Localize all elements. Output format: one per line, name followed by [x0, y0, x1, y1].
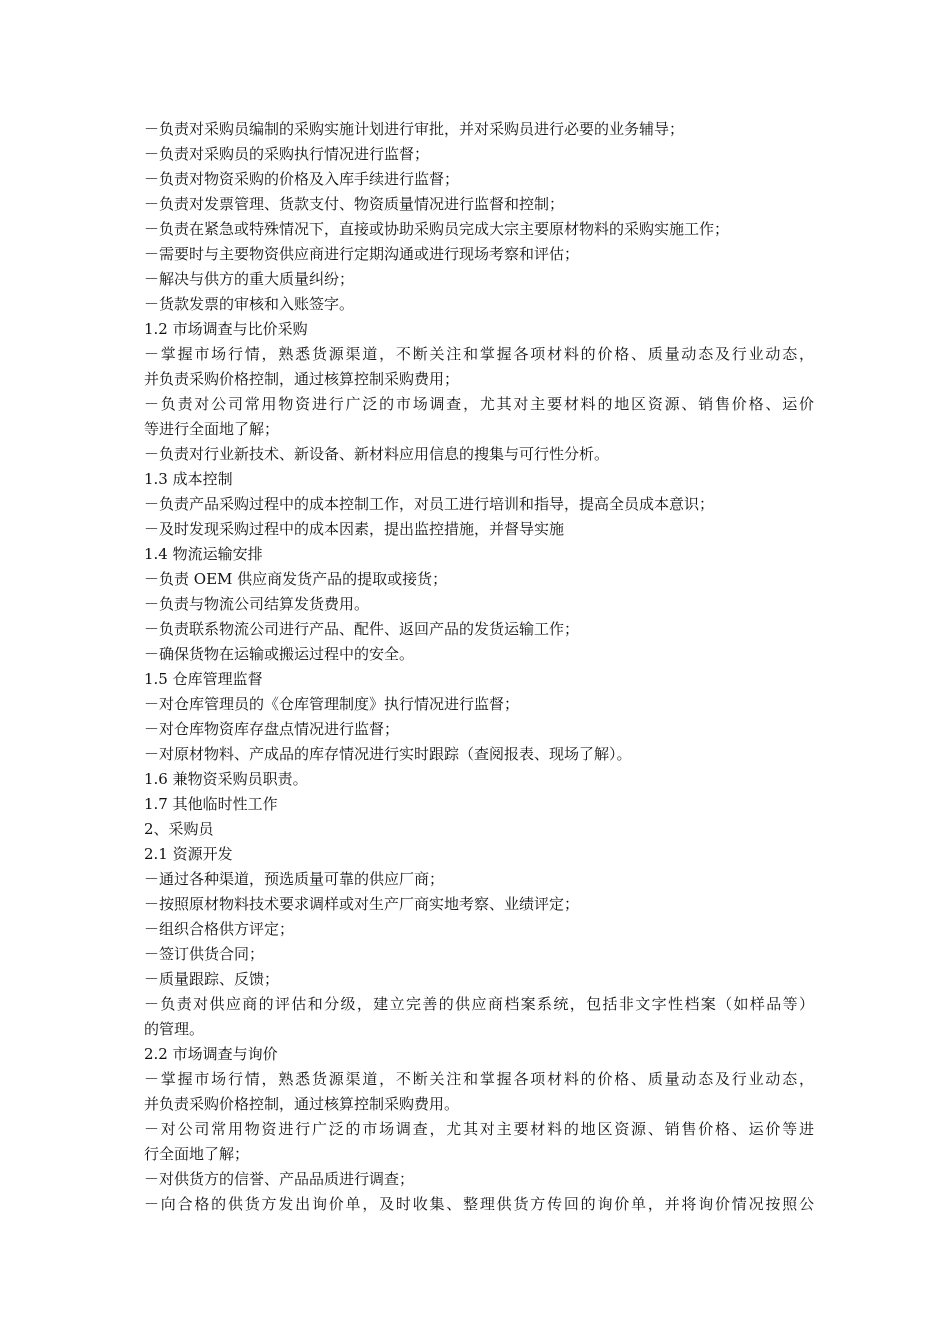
text-line: 行全面地了解； — [144, 1145, 250, 1163]
text-line: －对供货方的信誉、产品品质进行调查； — [144, 1170, 415, 1188]
section-heading: 1.3 成本控制 — [144, 470, 233, 488]
text-line: －及时发现采购过程中的成本因素，提出监控措施，并督导实施 — [144, 520, 565, 538]
text-line: －签订供货合同； — [144, 945, 265, 963]
text-line: －对仓库物资库存盘点情况进行监督； — [144, 720, 400, 738]
text-line: －对仓库管理员的《仓库管理制度》执行情况进行监督； — [144, 695, 520, 713]
text-line: －质量跟踪、反馈； — [144, 970, 280, 988]
text-line: 并负责采购价格控制，通过核算控制采购费用。 — [144, 1095, 460, 1113]
text-line: －按照原材物料技术要求调样或对生产厂商实地考察、业绩评定； — [144, 895, 580, 913]
text-line: －负责对采购员的采购执行情况进行监督； — [144, 145, 430, 163]
document-body — [144, 117, 814, 1217]
section-heading: 2.2 市场调查与询价 — [144, 1045, 278, 1063]
text-line: －组织合格供方评定； — [144, 920, 295, 938]
text-line: －负责对行业新技术、新设备、新材料应用信息的搜集与可行性分析。 — [144, 445, 610, 463]
section-heading: 1.2 市场调查与比价采购 — [144, 320, 308, 338]
text-line: －通过各种渠道，预选质量可靠的供应厂商； — [144, 870, 445, 888]
text-line: －需要时与主要物资供应商进行定期沟通或进行现场考察和评估； — [144, 245, 580, 263]
text-line: －负责对采购员编制的采购实施计划进行审批，并对采购员进行必要的业务辅导； — [144, 120, 685, 138]
text-line: －确保货物在运输或搬运过程中的安全。 — [144, 645, 415, 663]
text-line: 等进行全面地了解； — [144, 420, 280, 438]
chapter-heading: 2、采购员 — [144, 820, 214, 838]
section-heading: 2.1 资源开发 — [144, 845, 233, 863]
text-line: －掌握市场行情，熟悉货源渠道，不断关注和掌握各项材料的价格、质量动态及行业动态， — [144, 345, 814, 363]
text-line: －对原材物料、产成品的库存情况进行实时跟踪（查阅报表、现场了解）。 — [144, 745, 632, 763]
text-line: 的管理。 — [144, 1020, 205, 1038]
text-line: －对公司常用物资进行广泛的市场调查，尤其对主要材料的地区资源、销售价格、运价等进 — [144, 1120, 814, 1138]
section-heading: 1.6 兼物资采购员职责。 — [144, 770, 308, 788]
section-heading: 1.4 物流运输安排 — [144, 545, 263, 563]
text-line: －负责联系物流公司进行产品、配件、返回产品的发货运输工作； — [144, 620, 580, 638]
text-line: －向合格的供货方发出询价单，及时收集、整理供货方传回的询价单，并将询价情况按照公 — [144, 1195, 814, 1213]
text-line: －负责与物流公司结算发货费用。 — [144, 595, 370, 613]
section-heading: 1.7 其他临时性工作 — [144, 795, 278, 813]
text-line: －负责对供应商的评估和分级，建立完善的供应商档案系统，包括非文字性档案（如样品等） — [144, 995, 814, 1013]
section-heading: 1.5 仓库管理监督 — [144, 670, 263, 688]
text-line: －负责对公司常用物资进行广泛的市场调查，尤其对主要材料的地区资源、销售价格、运价 — [144, 395, 814, 413]
text-line: －负责产品采购过程中的成本控制工作，对员工进行培训和指导，提高全员成本意识； — [144, 495, 715, 513]
text-line: －负责对物资采购的价格及入库手续进行监督； — [144, 170, 460, 188]
text-line: －货款发票的审核和入账签字。 — [144, 295, 355, 313]
text-line: 并负责采购价格控制，通过核算控制采购费用； — [144, 370, 460, 388]
text-line: －负责对发票管理、货款支付、物资质量情况进行监督和控制； — [144, 195, 565, 213]
text-line: －负责在紧急或特殊情况下，直接或协助采购员完成大宗主要原材物料的采购实施工作； — [144, 220, 730, 238]
text-line: －解决与供方的重大质量纠纷； — [144, 270, 355, 288]
text-line: －掌握市场行情，熟悉货源渠道，不断关注和掌握各项材料的价格、质量动态及行业动态， — [144, 1070, 814, 1088]
text-line: －负责 OEM 供应商发货产品的提取或接货； — [144, 570, 448, 588]
